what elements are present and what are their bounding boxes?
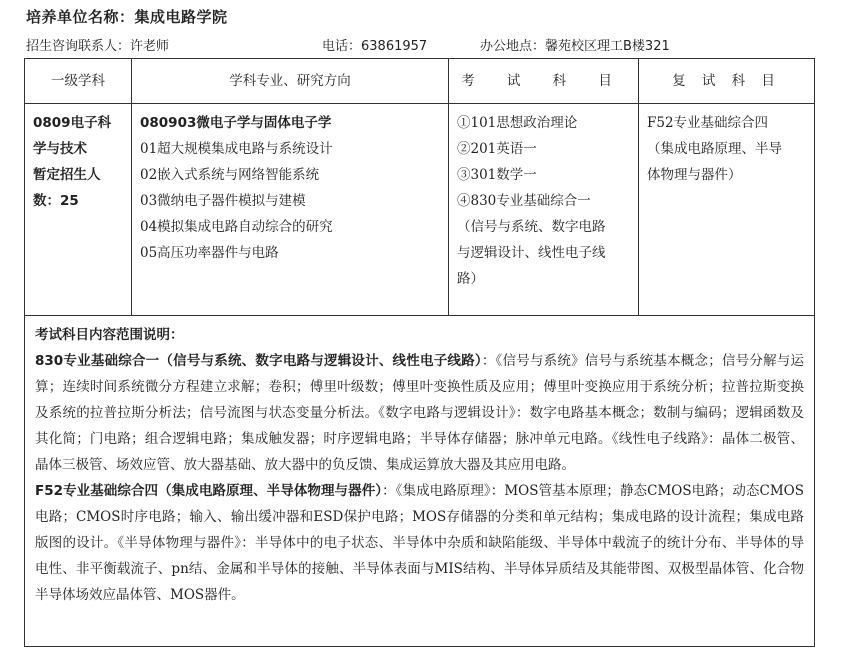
notes-heading: 考试科目内容范围说明： <box>35 327 184 343</box>
notes-paragraph-f52 <box>35 478 804 608</box>
exam-item: ④830专业基础综合一 <box>457 193 591 209</box>
discipline-line: 0809电子科 <box>33 115 112 131</box>
col-header-discipline: 一级学科 <box>25 59 132 104</box>
exam-item: ②201英语一 <box>457 141 537 157</box>
phone-number: 电话：63861957 <box>322 39 428 54</box>
paragraph-title: 830专业基础综合一（信号与系统、数字电路与逻辑设计、线性电子线路） <box>35 353 482 369</box>
discipline-line: 数：25 <box>33 193 79 209</box>
col-header-retest: 复 试 科 目 <box>639 59 815 104</box>
direction-item: 05高压功率器件与电路 <box>140 245 279 261</box>
exam-item: ③301数学一 <box>457 167 537 183</box>
col-header-exams: 考 试 科 目 <box>449 59 639 104</box>
admission-table <box>24 58 815 647</box>
exam-item: 路） <box>457 271 484 287</box>
direction-item: 04模拟集成电路自动综合的研究 <box>140 219 333 235</box>
table-header-row <box>25 59 815 104</box>
unit-title: 培养单位名称：集成电路学院 <box>26 8 228 26</box>
discipline-line: 学与技术 <box>33 141 87 157</box>
retest-item: （集成电路原理、半导 <box>647 141 782 157</box>
direction-item: 02嵌入式系统与网络智能系统 <box>140 167 320 183</box>
table-body-row <box>25 104 815 316</box>
major-name: 080903微电子学与固体电子学 <box>140 115 332 131</box>
office-location: 办公地点：馨苑校区理工B楼321 <box>480 39 670 54</box>
discipline-line: 暂定招生人 <box>33 167 101 183</box>
contact-person: 招生咨询联系人：许老师 <box>26 39 170 54</box>
col-header-major: 学科专业、研究方向 <box>132 59 449 104</box>
retest-item: F52专业基础综合四 <box>647 115 769 131</box>
notes-cell <box>25 316 815 647</box>
exam-item: （信号与系统、数字电路 <box>457 219 606 235</box>
major-cell <box>132 104 449 316</box>
exam-item: 与逻辑设计、线性电子线 <box>457 245 606 261</box>
discipline-cell <box>25 104 132 316</box>
paragraph-body: ：《信号与系统》信号与系统基本概念；信号分解与运算；连续时间系统微分方程建立求解；卷积；傅里叶级数；傅里叶变换性质及应用；傅里叶变换应用于系统分析；拉普拉斯变换及系统的拉普拉斯分析法；信号流图与状态变量分析法。《数字电路与逻辑设计》：数字电路基本概念；数制与编码；逻辑函数及其化简；门电路；组合逻辑电路；集成触发器；时序逻辑电路；半导体存储器；脉冲单元电路。《线性电子线路》：晶体二极管、晶体三极管、场效应管、放大器基础、放大器中的负反馈、集成运算放大器及其应用电路。 <box>35 353 805 473</box>
retest-item: 体物理与器件） <box>647 167 742 183</box>
exams-cell <box>449 104 639 316</box>
notes-paragraph-830 <box>35 348 804 478</box>
exam-item: ①101思想政治理论 <box>457 115 578 131</box>
notes-row <box>25 316 815 647</box>
paragraph-body: ：《集成电路原理》：MOS管基本原理；静态CMOS电路；动态CMOS电路；CMOS时序电路；输入、输出缓冲器和ESD保护电路；MOS存储器的分类和单元结构；集成电路的设计流程；集成电路版图的设计。《半导体物理与器件》：半导体中的电子状态、半导体中杂质和缺陷能级、半导体中载流子的统计分布、半导体的导电性、非平衡载流子、pn结、金属和半导体的接触、半导体表面与MIS结构、半导体异质结及其能带图、双极型晶体管、化合物半导体场效应晶体管、MOS器件。 <box>35 483 804 603</box>
direction-item: 01超大规模集成电路与系统设计 <box>140 141 333 157</box>
direction-item: 03微纳电子器件模拟与建模 <box>140 193 306 209</box>
retest-cell <box>639 104 815 316</box>
paragraph-title: F52专业基础综合四（集成电路原理、半导体物理与器件） <box>35 483 383 499</box>
